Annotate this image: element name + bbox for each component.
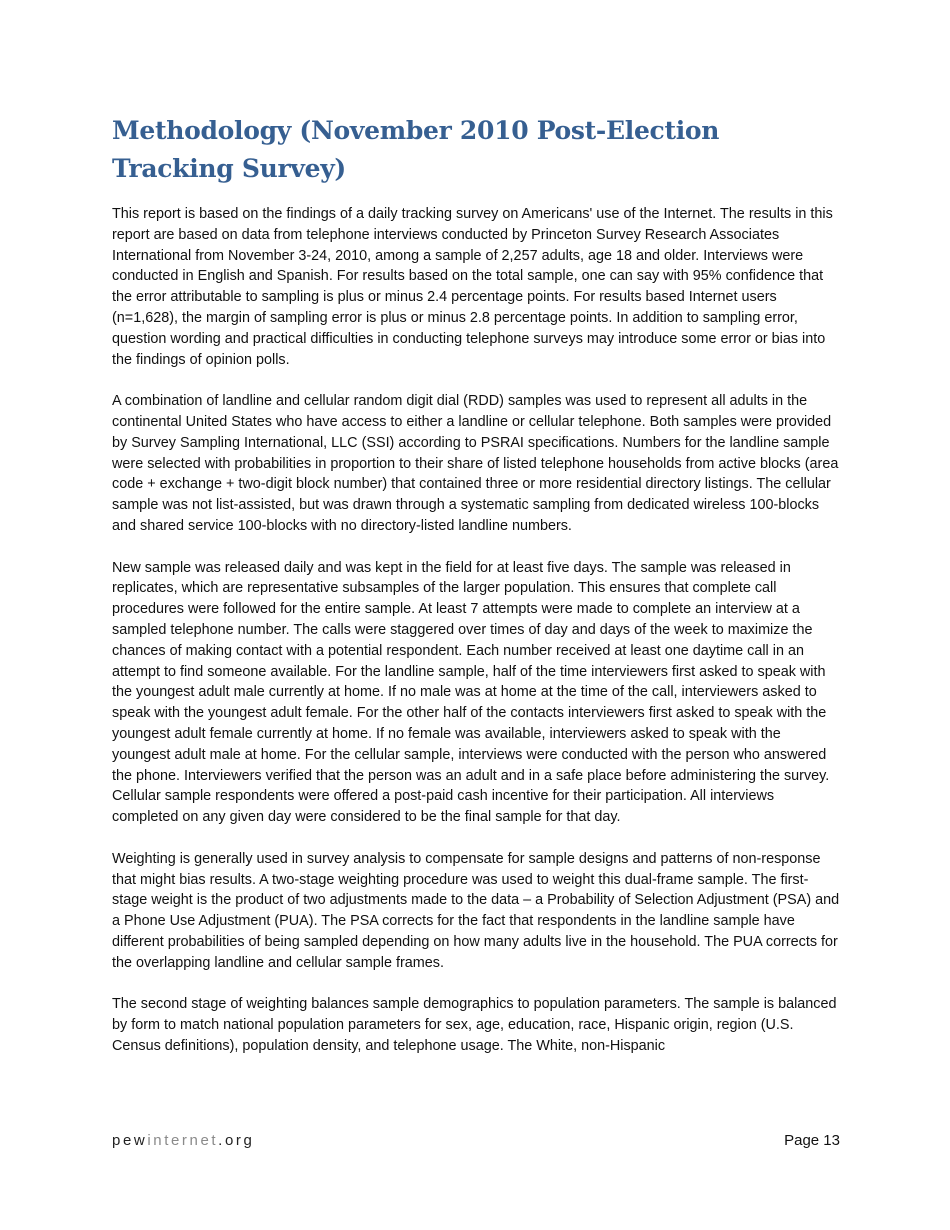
page-content: [112, 112, 840, 1077]
paragraph-fieldwork: New sample was released daily and was kept in the field for at least five days. The sample was released in replicates, which are representative subsamples of the larger population. This ensures that complete call procedures were followed for the entire sample. At least 7 attempts were made to complete an interview at a sampled telephone number. The calls were staggered over times of day and days of the week to maximize the chances of making contact with a potential respondent. Each number received at least one daytime call in an attempt to find someone available. For the landline sample, half of the time interviewers first asked to speak with the youngest adult male currently at home. If no male was at home at the time of the call, interviewers asked to speak with the youngest adult female. For the other half of the contacts interviewers first asked to speak with the youngest adult female currently at home. If no female was available, interviewers asked to speak with the youngest adult male at home. For the cellular sample, interviews were conducted with the person who answered the phone. Interviewers verified that the person was an adult and in a safe place before administering the survey. Cellular sample respondents were offered a post-paid cash incentive for their participation. All interviews completed on any given day were considered to be the final sample for that day.: [112, 559, 830, 826]
paragraph-overview: This report is based on the findings of a daily tracking survey on Americans' use of the Internet. The results in this report are based on data from telephone interviews conducted by Princeton Survey Research Associates International from November 3-24, 2010, among a sample of 2,257 adults, age 18 and older. Interviews were conducted in English and Spanish. For results based on the total sample, one can say with 95% confidence that the error attributable to sampling is plus or minus 2.4 percentage points. For results based Internet users (n=1,628), the margin of sampling error is plus or minus 2.8 percentage points. In addition to sampling error, question wording and practical difficulties in conducting telephone surveys may introduce some error or bias into the findings of opinion polls.: [112, 206, 833, 368]
site-url-middle: internet: [147, 1132, 219, 1149]
site-url: [112, 1132, 254, 1149]
page-number: Page 13: [784, 1132, 840, 1149]
page-title: Methodology (November 2010 Post-Election Tracking Survey): [112, 116, 720, 183]
paragraph-weighting-first-stage: Weighting is generally used in survey analysis to compensate for sample designs and patterns of non-response that might bias results. A two-stage weighting procedure was used to weight this dual-frame sample. The first-stage weight is the product of two adjustments made to the data – a Probability of Selection Adjustment (PSA) and a Phone Use Adjustment (PUA). The PSA corrects for the fact that respondents in the landline sample have different probabilities of being sampled depending on how many adults live in the household. The PUA corrects for the overlapping landline and cellular sample frames.: [112, 850, 840, 971]
page-footer: [112, 1132, 840, 1154]
paragraph-weighting-second-stage: The second stage of weighting balances sample demographics to population parameters. The sample is balanced by form to match national population parameters for sex, age, education, race, Hispanic origin, region (U.S. Census definitions), population density, and telephone usage. The White, non-Hispanic: [112, 996, 837, 1054]
site-url-suffix: .org: [218, 1132, 255, 1149]
site-url-prefix: pew: [112, 1132, 148, 1149]
paragraph-sample-design: A combination of landline and cellular random digit dial (RDD) samples was used to represent all adults in the continental United States who have access to either a landline or cellular telephone. Both samples were provided by Survey Sampling International, LLC (SSI) according to PSRAI specifications. Numbers for the landline sample were selected with probabilities in proportion to their share of listed telephone households from active blocks (area code + exchange + two-digit block number) that contained three or more residential directory listings. The cellular sample was not list-assisted, but was drawn through a systematic sampling from dedicated wireless 100-blocks and shared service 100-blocks with no directory-listed landline numbers.: [112, 393, 839, 534]
